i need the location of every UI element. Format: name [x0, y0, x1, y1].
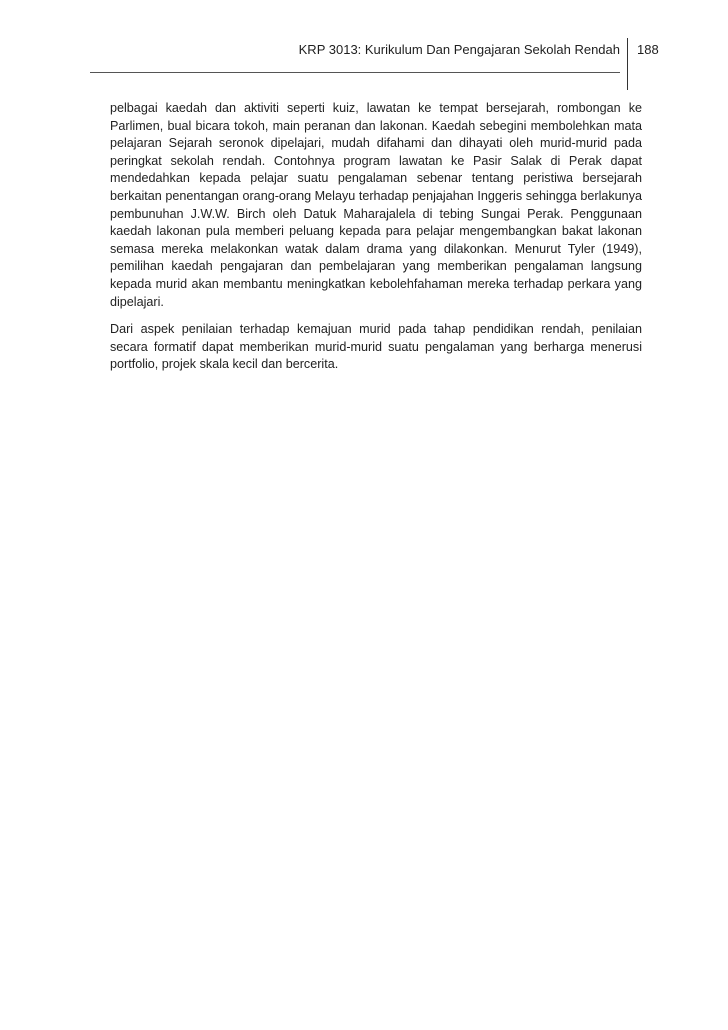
paragraph-1: pelbagai kaedah dan aktiviti seperti kuiz, lawatan ke tempat bersejarah, rombongan ke Parlimen, bual bicara tokoh, main peranan dan lakonan. Kaedah sebegini membolehkan mata pelajaran Sejarah seronok dipelajari, mudah difahami dan dihayati oleh murid-murid pada peringkat sekolah rendah. Contohnya program lawatan ke Pasir Salak di Perak dapat mendedahkan kepada pelajar suatu pengalaman sebenar tentang peristiwa bersejarah berkaitan penentangan orang-orang Melayu terhadap penjajahan Inggeris sehingga berlakunya pembunuhan J.W.W. Birch oleh Datuk Maharajalela di tebing Sungai Perak. Penggunaan kaedah lakonan pula memberi peluang kepada para pelajar mengembangkan bakat lakonan semasa mereka melakonkan watak dalam drama yang dilakonkan. Menurut Tyler (1949), pemilihan kaedah pengajaran dan pembelajaran yang memberikan pengalaman langsung kepada murid akan membantu meningkatkan kebolehfahaman mereka terhadap perkara yang dipelajari.	[110, 101, 642, 309]
header-vertical-rule	[627, 38, 628, 90]
header-horizontal-rule	[90, 72, 620, 73]
running-header-title: KRP 3013: Kurikulum Dan Pengajaran Sekolah Rendah	[298, 42, 620, 57]
page-header	[0, 0, 728, 95]
paragraph-2: Dari aspek penilaian terhadap kemajuan murid pada tahap pendidikan rendah, penilaian secara formatif dapat memberikan murid-murid suatu pengalaman yang berharga menerusi portfolio, projek skala kecil dan bercerita.	[110, 322, 642, 372]
body-text	[110, 100, 642, 384]
page-number: 188	[637, 42, 659, 57]
